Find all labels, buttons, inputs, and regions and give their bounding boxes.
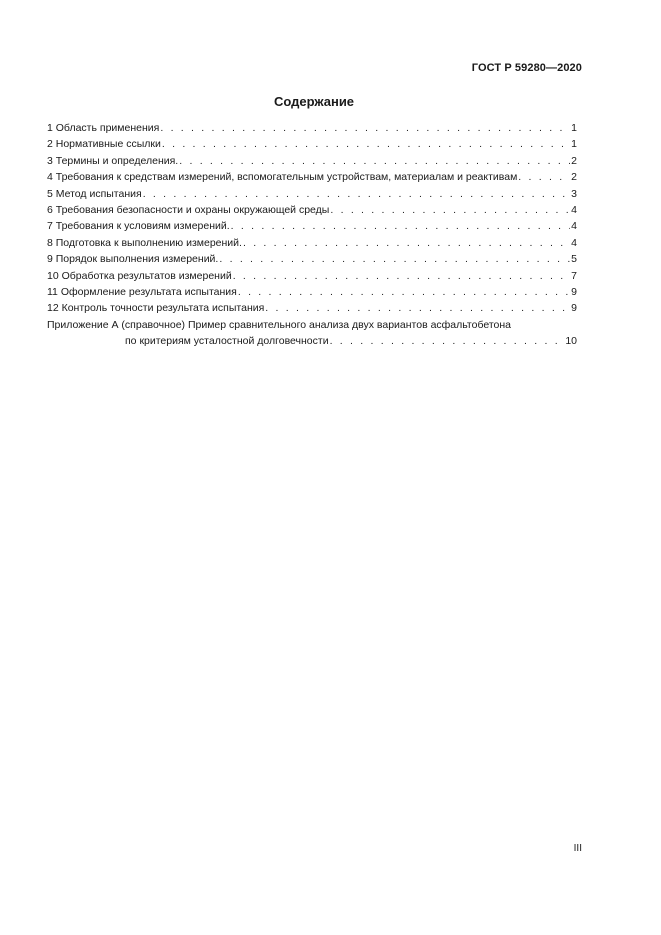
dot-leader [330,202,570,218]
toc-entry-label: 7 Требования к условиям измерений. [47,220,230,233]
toc-entry[interactable] [47,284,577,300]
toc-entry-label: 6 Требования безопасности и охраны окружающей среды [47,204,330,217]
table-of-contents [47,120,577,350]
toc-entry-page: 10 [565,335,577,348]
dot-leader [518,169,570,185]
toc-entry-page: 9 [571,302,577,315]
toc-entry-label: 4 Требования к средствам измерений, вспомогательным устройствам, материалам и реактивам [47,171,518,184]
toc-entry-page: 5 [571,253,577,266]
dot-leader [243,235,570,251]
toc-entry[interactable] [47,251,577,267]
toc-entry-page: 3 [571,187,577,200]
toc-entry-page: 4 [571,204,577,217]
toc-appendix-subtitle: по критериям усталостной долговечности [125,335,329,348]
toc-entry[interactable] [47,202,577,218]
toc-entry[interactable] [47,218,577,234]
dot-leader [330,333,565,349]
document-code: ГОСТ Р 59280—2020 [471,62,582,74]
toc-entry-label: 11 Оформление результата испытания [47,286,237,299]
toc-entry-page: 2 [571,171,577,184]
dot-leader [231,218,570,234]
dot-leader [143,186,570,202]
toc-appendix-continuation [47,333,577,349]
toc-entry-label: 5 Метод испытания [47,187,142,200]
toc-entry[interactable] [47,268,577,284]
toc-entry-page: 2 [571,154,577,167]
toc-appendix-title: Приложение А (справочное) Пример сравнительного анализа двух вариантов асфальтобетона [47,318,512,331]
dot-leader [219,251,570,267]
toc-entry[interactable] [47,235,577,251]
dot-leader [265,300,570,316]
toc-entry-label: 2 Нормативные ссылки [47,138,161,151]
toc-entry[interactable] [47,120,577,136]
toc-entry[interactable] [47,169,577,185]
toc-entry-page: 4 [571,236,577,249]
toc-entry-label: 1 Область применения [47,122,160,134]
toc-entry[interactable] [47,153,577,169]
toc-entry[interactable] [47,136,577,152]
dot-leader [233,268,570,284]
toc-entry-label: 10 Обработка результатов измерений [47,269,232,282]
page-number: III [573,843,582,854]
toc-entry-label: 3 Термины и определения. [47,154,179,167]
toc-entry[interactable] [47,186,577,202]
toc-entry-page: 4 [571,220,577,233]
toc-entry-page: 1 [571,122,577,134]
dot-leader [179,153,570,169]
toc-entry[interactable] [47,300,577,316]
toc-entry-label: 9 Порядок выполнения измерений. [47,253,219,266]
toc-entry-page: 1 [571,138,577,151]
dot-leader [238,284,570,300]
toc-entry-page: 9 [571,286,577,299]
toc-entry-label: 12 Контроль точности результата испытания [47,302,265,315]
dot-leader [162,136,570,152]
toc-entry-page: 7 [571,269,577,282]
toc-title: Содержание [273,94,355,109]
toc-appendix-entry[interactable] [47,317,577,350]
dot-leader [160,120,570,136]
toc-entry-label: 8 Подготовка к выполнению измерений. [47,236,242,249]
